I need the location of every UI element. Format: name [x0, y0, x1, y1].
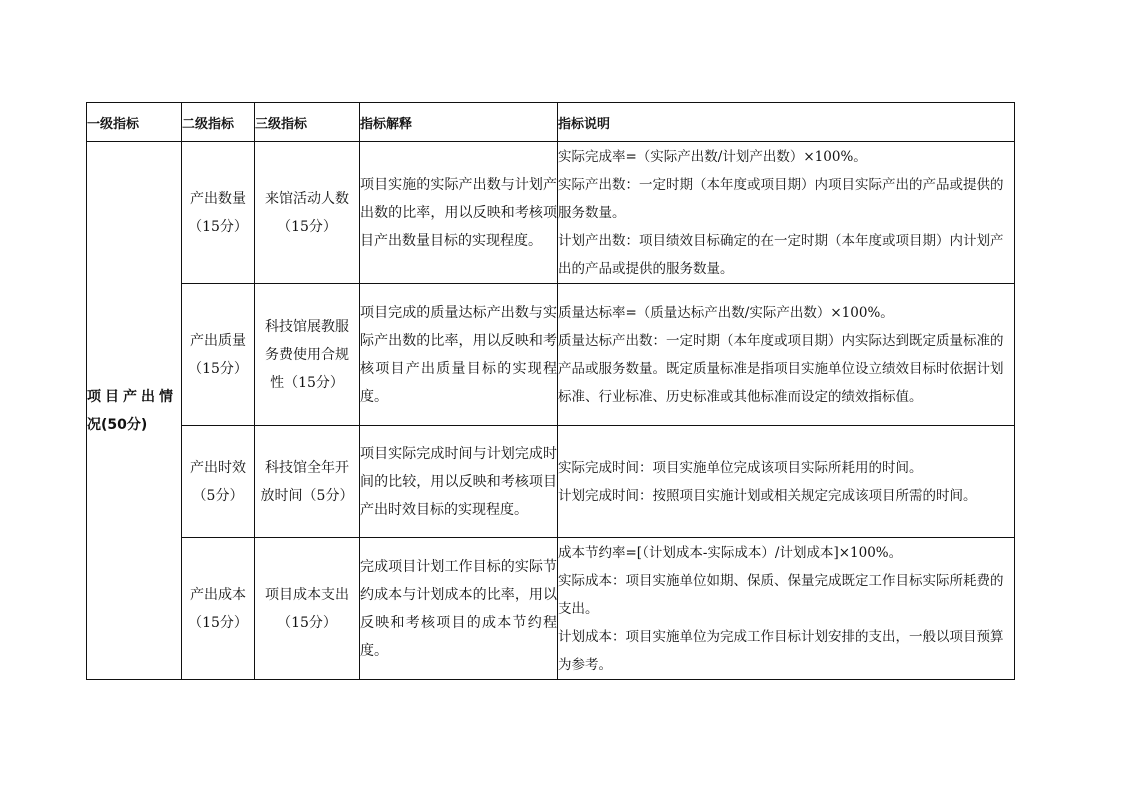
indicator-table [86, 102, 1015, 680]
level3-line: 务费使用合规 [265, 346, 349, 363]
level2-cell [182, 426, 255, 538]
level2-score: （15分） [188, 218, 248, 235]
level2-name: 产出数量 [190, 190, 246, 207]
description-line: 实际完成率=（实际产出数/计划产出数）×100%。 [558, 148, 867, 165]
level2-score: （15分） [188, 614, 248, 631]
description-line: 计划成本：项目实施单位为完成工作目标计划安排的支出，一般以项目预算为参考。 [558, 628, 1004, 673]
table-row [87, 426, 1015, 538]
level3-line: 来馆活动人数 [265, 190, 349, 207]
level2-cell [182, 538, 255, 680]
level1-cell [87, 142, 182, 680]
level3-line: 项目成本支出 [265, 586, 349, 603]
description-line: 实际产出数：一定时期（本年度或项目期）内项目实际产出的产品或提供的服务数量。 [558, 176, 1004, 221]
explanation-cell: 项目完成的质量达标产出数与实际产出数的比率，用以反映和考核项目产出质量目标的实现程度。 [360, 284, 558, 426]
description-line: 质量达标率=（质量达标产出数/实际产出数）×100%。 [558, 304, 894, 321]
description-line: 成本节约率=[（计划成本-实际成本）/计划成本]×100%。 [558, 544, 903, 561]
table-row [87, 284, 1015, 426]
description-cell [558, 284, 1015, 426]
table-header-row [87, 103, 1015, 142]
header-level2: 二级指标 [182, 103, 255, 142]
header-explanation: 指标解释 [360, 103, 558, 142]
description-cell [558, 426, 1015, 538]
level2-name: 产出质量 [190, 332, 246, 349]
level2-cell [182, 142, 255, 284]
level2-score: （15分） [188, 360, 248, 377]
description-line: 质量达标产出数：一定时期（本年度或项目期）内实际达到既定质量标准的产品或服务数量。既定质量标准是指项目实施单位设立绩效目标时依据计划标准、行业标准、历史标准或其他标准而设定的绩效指标值。 [558, 332, 1004, 405]
level3-cell [255, 426, 360, 538]
description-cell [558, 538, 1015, 680]
header-description: 指标说明 [558, 103, 1015, 142]
level3-cell [255, 142, 360, 284]
level3-line: 科技馆全年开 [265, 459, 349, 476]
level3-cell [255, 538, 360, 680]
description-line: 计划完成时间：按照项目实施计划或相关规定完成该项目所需的时间。 [558, 487, 977, 504]
table-row [87, 538, 1015, 680]
level2-cell [182, 284, 255, 426]
level3-line: 科技馆展教服 [265, 318, 349, 335]
description-cell [558, 142, 1015, 284]
header-level3: 三级指标 [255, 103, 360, 142]
level2-name: 产出时效 [190, 459, 246, 476]
description-line: 实际成本：项目实施单位如期、保质、保量完成既定工作目标实际所耗费的支出。 [558, 572, 1004, 617]
level3-line: （15分） [277, 218, 337, 235]
table-row [87, 142, 1015, 284]
level3-line: 放时间（5分） [260, 487, 354, 504]
level2-score: （5分） [192, 487, 244, 504]
explanation-cell: 完成项目计划工作目标的实际节约成本与计划成本的比率，用以反映和考核项目的成本节约程度。 [360, 538, 558, 680]
level3-line: 性（15分） [270, 374, 344, 391]
explanation-cell: 项目实际完成时间与计划完成时间的比较，用以反映和考核项目产出时效目标的实现程度。 [360, 426, 558, 538]
level3-line: （15分） [277, 614, 337, 631]
level1-label-line1: 项目产出情 [87, 388, 177, 405]
level2-name: 产出成本 [190, 586, 246, 603]
explanation-cell: 项目实施的实际产出数与计划产出数的比率，用以反映和考核项目产出数量目标的实现程度。 [360, 142, 558, 284]
level3-cell [255, 284, 360, 426]
description-line: 实际完成时间：项目实施单位完成该项目实际所耗用的时间。 [558, 459, 923, 476]
header-level1: 一级指标 [87, 103, 182, 142]
description-line: 计划产出数：项目绩效目标确定的在一定时期（本年度或项目期）内计划产出的产品或提供的服务数量。 [558, 232, 1004, 277]
level1-label-line2: 况(50分) [87, 416, 148, 433]
